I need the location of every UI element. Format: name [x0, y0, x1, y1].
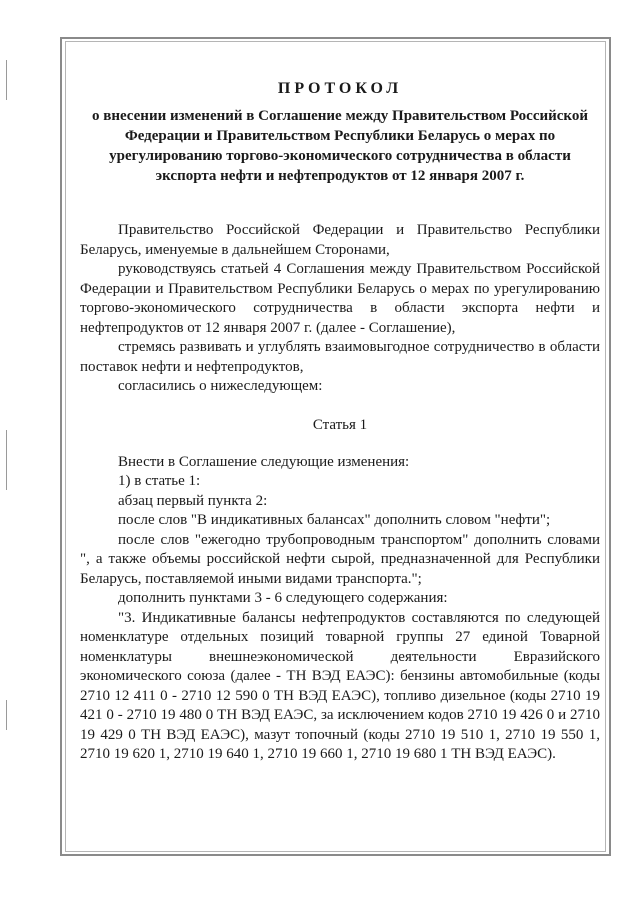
body-paragraph: Внести в Соглашение следующие изменения:: [118, 453, 410, 470]
preamble-paragraph: согласились о нижеследующем:: [118, 378, 323, 394]
document-title: ПРОТОКОЛ: [277, 80, 403, 97]
body-paragraph: после слов "В индикативных балансах" дополнить словом "нефти";: [118, 512, 551, 528]
body-paragraph: "3. Индикативные балансы нефтепродуктов составляются по следующей номенклатуре отдельных позиций товарной группы 27 единой Товарной номенклатуры внешнеэкономической деятельности Евразийского экономического союза (далее - ТН ВЭД ЕАЭС): бензины автомобильные (коды 2710 12 411 0 - 2710 12 590 0 ТН ВЭД ЕАЭС), топливо дизельное (коды 2710 19 421 0 - 2710 19 480 0 ТН ВЭД ЕАЭС, за исключением кодов 2710 19 426 0 и 2710 19 429 0 ТН ВЭД ЕАЭС), мазут топочный (коды 2710 19 510 1, 2710 19 550 1, 2710 19 620 1, 2710 19 640 1, 2710 19 660 1, 2710 19 680 1 ТН ВЭД ЕАЭС).: [80, 609, 600, 762]
body-paragraph: 1) в статье 1:: [118, 473, 201, 489]
body-paragraph: после слов "ежегодно трубопроводным транспортом" дополнить словами ", а также объемы российской нефти сырой, предназначенной для Республики Беларусь, поставляемой иными видами транспорта.";: [80, 531, 600, 587]
scan-edge-mark: [6, 60, 7, 100]
preamble-paragraph: Правительство Российской Федерации и Правительство Республики Беларусь, именуемые в дальнейшем Сторонами,: [80, 222, 600, 258]
body-paragraph: абзац первый пункта 2:: [118, 492, 268, 509]
body-paragraph: дополнить пунктами 3 - 6 следующего содержания:: [118, 590, 448, 606]
scan-edge-mark: [6, 430, 7, 490]
preamble-paragraph: стремясь развивать и углублять взаимовыгодное сотрудничество в области поставок нефти и нефтепродуктов,: [80, 339, 600, 375]
article-heading: Статья 1: [312, 416, 368, 433]
document-body: [80, 80, 600, 765]
scan-edge-mark: [6, 700, 7, 730]
document-subtitle: о внесении изменений в Соглашение между Правительством Российской Федерации и Правительством Республики Беларусь о мерах по урегулированию торгово-экономического сотрудничества в области экспорта нефти и нефтепродуктов от 12 января 2007 г.: [91, 108, 589, 184]
preamble-paragraph: руководствуясь статьей 4 Соглашения между Правительством Российской Федерации и Правительством Республики Беларусь о мерах по урегулированию торгово-экономического сотрудничества в области экспорта нефти и нефтепродуктов от 12 января 2007 г. (далее - Соглашение),: [80, 261, 600, 336]
